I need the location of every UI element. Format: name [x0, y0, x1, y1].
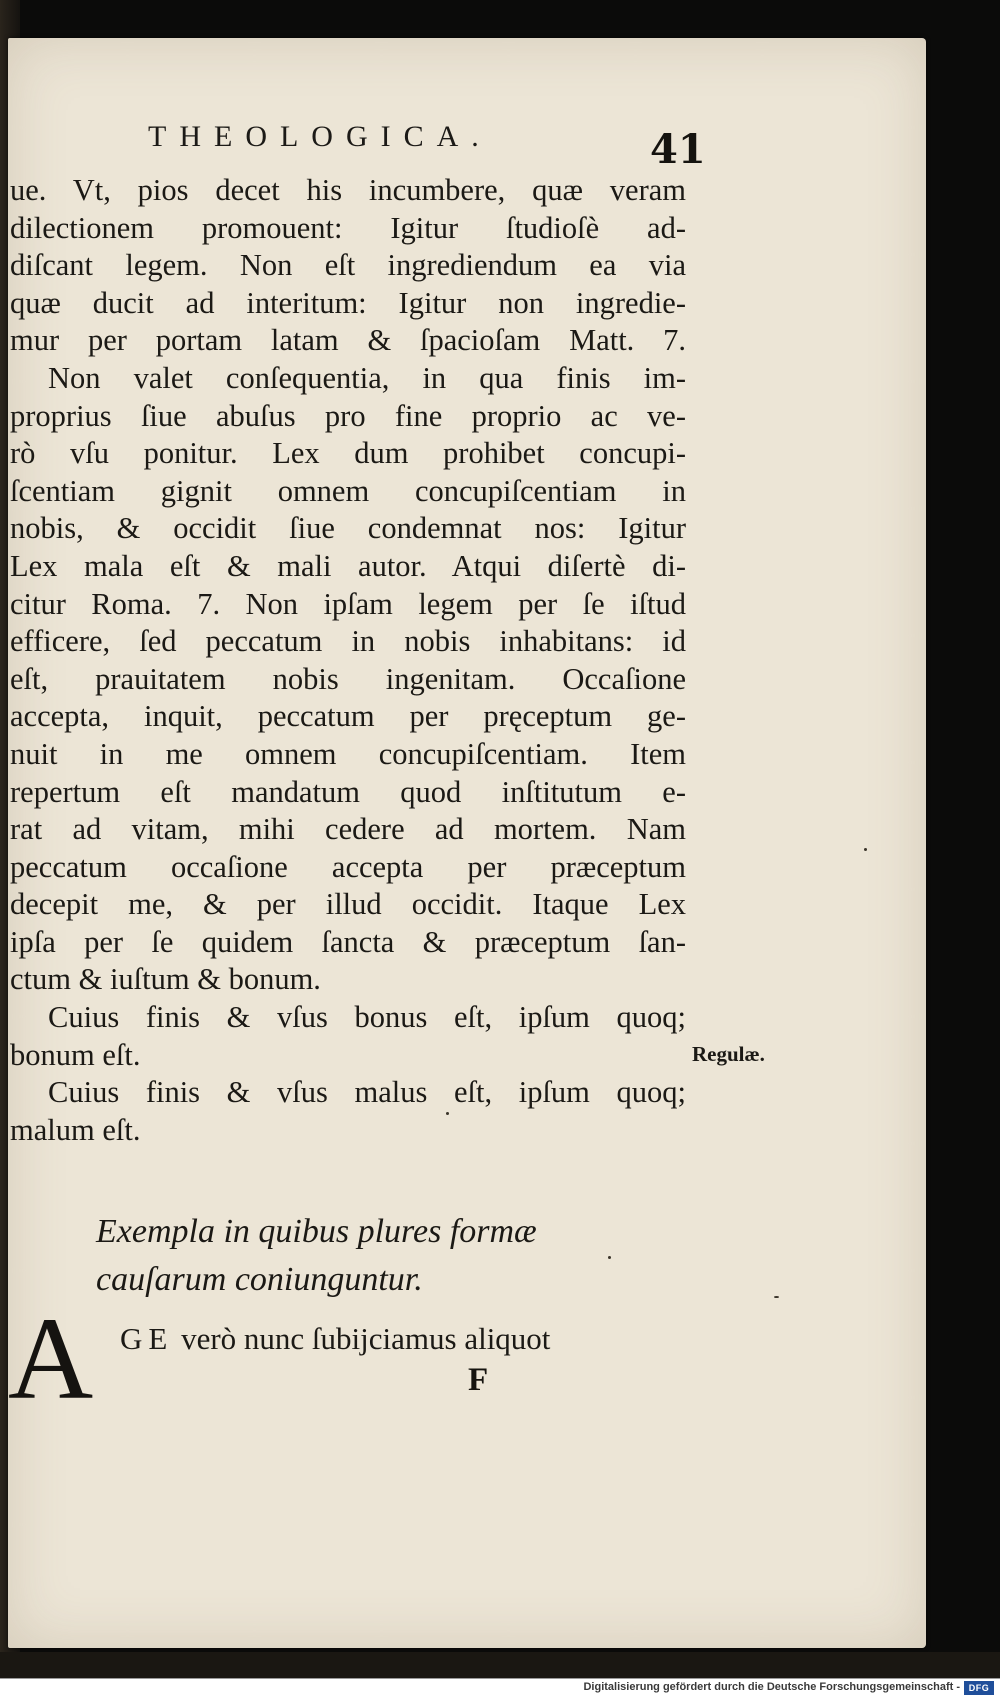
footer-credit: Digitalisierung gefördert durch die Deutsche Forschungsgemeinschaft - [583, 1681, 960, 1693]
text-line: nobis, & occidit ſiue condemnat nos: Igitur [10, 511, 686, 546]
text-line: mur per portam latam & ſpacioſam Matt. 7. [10, 323, 686, 358]
text-line: eſt, prauitatem nobis ingenitam. Occaſione [10, 661, 686, 696]
body-text [10, 172, 686, 1149]
text-line: Lex mala eſt & mali autor. Atqui diſertè di- [10, 548, 686, 583]
page-number: 41 [650, 126, 706, 173]
margin-note: Regulæ. [692, 1042, 765, 1066]
text-line: ue. Vt, pios decet his incumbere, quæ veram [10, 173, 686, 207]
heading-line: Exempla in quibus plures formæ [96, 1213, 537, 1250]
small-caps-word: GE [120, 1321, 174, 1356]
text-line: Cuius finis & vſus bonus eſt, ipſum quoq; [48, 1000, 686, 1035]
text-line: dilectionem promouent: Igitur ſtudioſè ad- [10, 210, 686, 245]
text-line: bonum eſt. [10, 1037, 141, 1072]
text-line: rò vſu ponitur. Lex dum prohibet concupi- [10, 436, 686, 471]
text-line: citur Roma. 7. Non ipſam legem per ſe iſtud [10, 586, 686, 621]
text-line: rat ad vitam, mihi cedere ad mortem. Nam [10, 812, 686, 847]
paper-speck [446, 1112, 449, 1115]
dfg-logo[interactable]: DFG [964, 1681, 994, 1695]
drop-cap: A [8, 1293, 94, 1424]
text-line: proprius ſiue abuſus pro fine proprio ac ve- [10, 398, 686, 433]
running-head: THEOLOGICA. [148, 120, 492, 153]
paper-speck [864, 848, 867, 851]
text-line: ſcentiam gignit omnem concupiſcentiam in [10, 473, 686, 508]
text-line: malum eſt. [10, 1112, 141, 1147]
paper-speck [774, 1296, 779, 1298]
text-line: efficere, ſed peccatum in nobis inhabitans: id [10, 624, 686, 659]
text-line: nuit in me omnem concupiſcentiam. Item [10, 736, 686, 771]
text-line: decepit me, & per illud occidit. Itaque Lex [10, 887, 686, 922]
text-line: peccatum occaſione accepta per præceptum [10, 849, 686, 884]
section-heading [96, 1208, 537, 1304]
text-line: diſcant legem. Non eſt ingrediendum ea via [10, 248, 686, 283]
text-line: accepta, inquit, peccatum per pręceptum ge- [10, 699, 686, 734]
text-line: ctum & iuſtum & bonum. [10, 962, 321, 997]
opening-text: verò nunc ſubijciamus aliquot [181, 1321, 551, 1356]
footer-bar [0, 1678, 1000, 1697]
opening-line [120, 1321, 550, 1357]
text-line: Non valet conſequentia, in qua finis im- [48, 360, 686, 395]
signature-mark: F [468, 1362, 489, 1398]
paper-speck [608, 1256, 611, 1259]
heading-line: cauſarum coniunguntur. [96, 1261, 423, 1298]
text-line: quæ ducit ad interitum: Igitur non ingredie- [10, 285, 686, 320]
text-line: Cuius finis & vſus malus eſt, ipſum quoq; [48, 1075, 686, 1110]
book-bottom-edge [0, 1652, 1000, 1678]
text-line: repertum eſt mandatum quod inſtitutum e- [10, 774, 686, 809]
text-line: ipſa per ſe quidem ſancta & præceptum ſan- [10, 924, 686, 959]
